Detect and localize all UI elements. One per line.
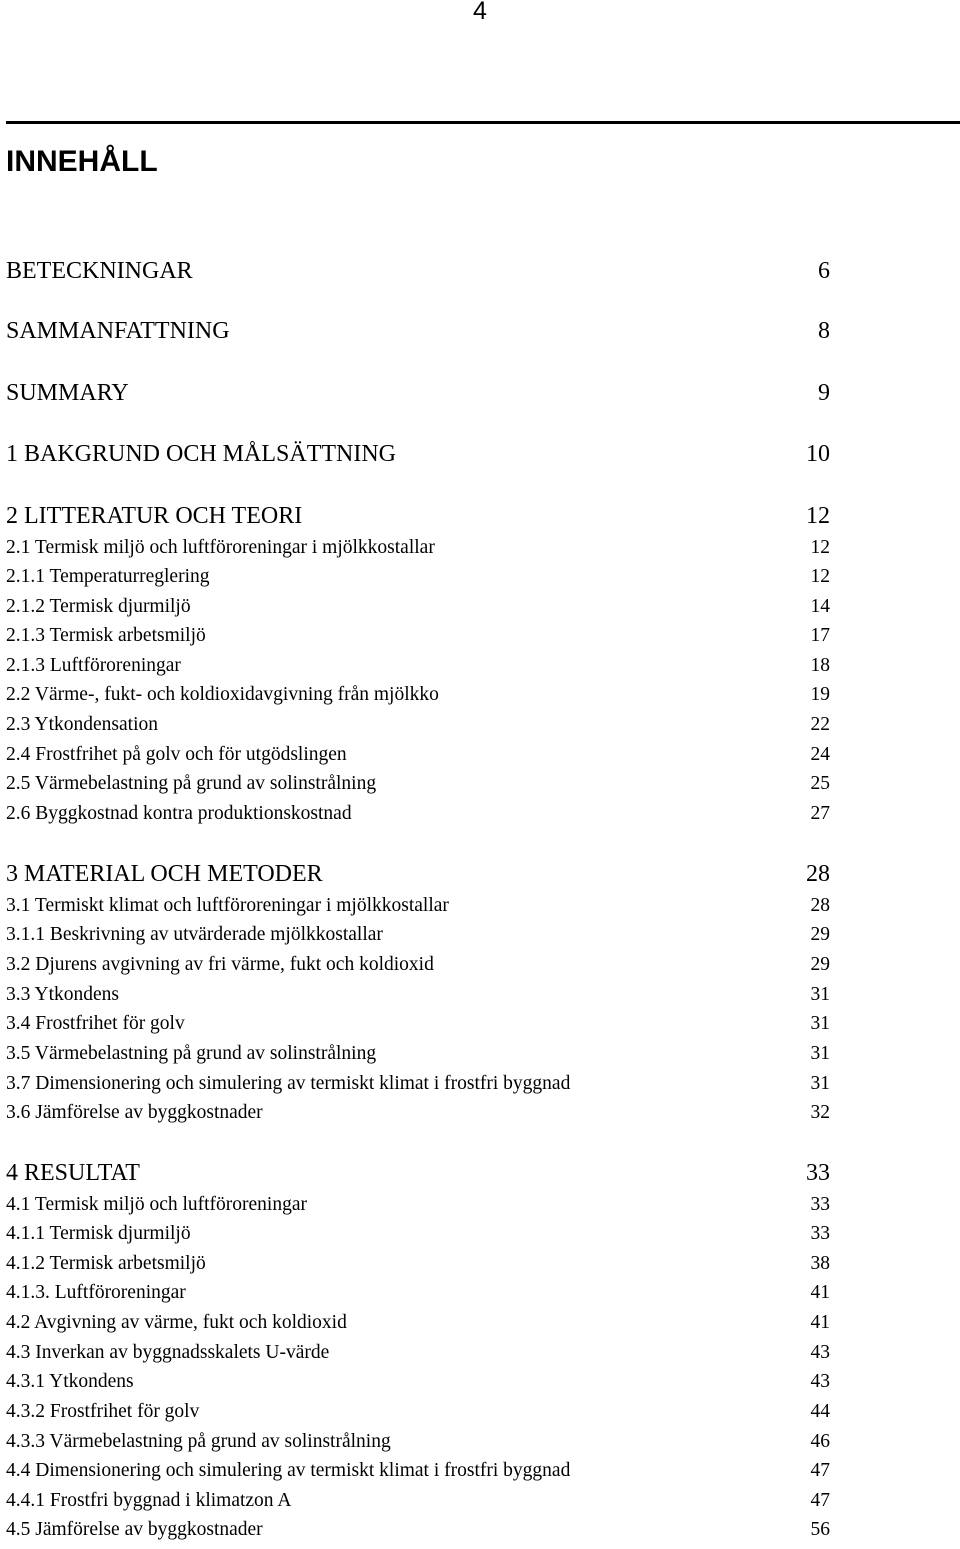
toc-entry[interactable] bbox=[6, 952, 830, 978]
page-number: 4 bbox=[473, 0, 487, 25]
toc-entry[interactable] bbox=[6, 982, 830, 1008]
toc-entry[interactable] bbox=[6, 1041, 830, 1067]
toc-entry-label: 2.1.3 Luftföroreningar bbox=[6, 655, 181, 676]
toc-entry-label: 2.1.1 Temperaturreglering bbox=[6, 566, 210, 587]
toc-entry-label: 3.6 Jämförelse av byggkostnader bbox=[6, 1102, 263, 1123]
toc-entry-page: 8 bbox=[818, 318, 830, 344]
toc-entry[interactable] bbox=[6, 378, 830, 408]
toc-entry-label: 2.4 Frostfrihet på golv och för utgödslingen bbox=[6, 744, 347, 765]
toc-entry-page: 33 bbox=[806, 1160, 830, 1186]
toc-entry-label: 3.7 Dimensionering och simulering av termiskt klimat i frostfri byggnad bbox=[6, 1073, 571, 1094]
toc-entry[interactable] bbox=[6, 771, 830, 797]
toc-entry-label: SAMMANFATTNING bbox=[6, 318, 230, 344]
toc-entry-label: 3.1.1 Beskrivning av utvärderade mjölkkostallar bbox=[6, 924, 383, 945]
toc-entry-page: 12 bbox=[810, 537, 830, 558]
toc-entry-page: 38 bbox=[810, 1253, 830, 1274]
toc-entry[interactable] bbox=[6, 1429, 830, 1455]
toc-entry-label: 2 LITTERATUR OCH TEORI bbox=[6, 503, 303, 529]
toc-entry-label: 3.4 Frostfrihet för golv bbox=[6, 1013, 185, 1034]
toc-entry-page: 31 bbox=[810, 1013, 830, 1034]
toc-entry[interactable] bbox=[6, 742, 830, 768]
toc-entry[interactable] bbox=[6, 564, 830, 590]
page-title: INNEHÅLL bbox=[6, 145, 158, 178]
toc-entry-label: BETECKNINGAR bbox=[6, 258, 193, 284]
toc-entry[interactable] bbox=[6, 893, 830, 919]
toc-entry-label: 2.6 Byggkostnad kontra produktionskostnad bbox=[6, 803, 352, 824]
toc-entry-label: SUMMARY bbox=[6, 380, 129, 406]
toc-entry-label: 3.5 Värmebelastning på grund av solinstrålning bbox=[6, 1043, 377, 1064]
toc-entry-page: 46 bbox=[810, 1431, 830, 1452]
toc-entry-label: 4.4 Dimensionering och simulering av termiskt klimat i frostfri byggnad bbox=[6, 1460, 571, 1481]
header-rule bbox=[6, 121, 960, 124]
toc-entry-page: 43 bbox=[810, 1371, 830, 1392]
toc-entry[interactable] bbox=[6, 1011, 830, 1037]
toc-entry-page: 47 bbox=[810, 1460, 830, 1481]
toc-entry-page: 33 bbox=[810, 1194, 830, 1215]
toc-entry-page: 28 bbox=[806, 861, 830, 887]
toc-entry-page: 25 bbox=[810, 773, 830, 794]
toc-entry[interactable] bbox=[6, 623, 830, 649]
toc-entry-label: 2.2 Värme-, fukt- och koldioxidavgivning från mjölkko bbox=[6, 684, 439, 705]
toc-entry-label: 3.3 Ytkondens bbox=[6, 984, 120, 1005]
toc-entry[interactable] bbox=[6, 256, 830, 286]
toc-entry[interactable] bbox=[6, 682, 830, 708]
toc-entry-label: 4.1 Termisk miljö och luftföroreningar bbox=[6, 1194, 308, 1215]
toc-entry[interactable] bbox=[6, 1458, 830, 1484]
toc-entry-label: 4.4.1 Frostfri byggnad i klimatzon A bbox=[6, 1490, 292, 1511]
toc-entry-page: 9 bbox=[818, 380, 830, 406]
toc-entry-label: 2.1 Termisk miljö och luftföroreningar i mjölkkostallar bbox=[6, 537, 435, 558]
toc-entry-label: 2.1.3 Termisk arbetsmiljö bbox=[6, 625, 206, 646]
toc-entry[interactable] bbox=[6, 1517, 830, 1543]
toc-entry[interactable] bbox=[6, 1251, 830, 1277]
toc-entry-page: 33 bbox=[810, 1223, 830, 1244]
toc-entry-label: 4.3.2 Frostfrihet för golv bbox=[6, 1401, 200, 1422]
toc-entry-label: 2.1.2 Termisk djurmiljö bbox=[6, 596, 191, 617]
toc-entry-page: 12 bbox=[810, 566, 830, 587]
toc-entry[interactable] bbox=[6, 859, 830, 889]
toc-entry[interactable] bbox=[6, 1310, 830, 1336]
toc-entry[interactable] bbox=[6, 1221, 830, 1247]
toc-entry-page: 12 bbox=[806, 503, 830, 529]
toc-entry-page: 31 bbox=[810, 984, 830, 1005]
toc-entry-label: 4.3 Inverkan av byggnadsskalets U-värde bbox=[6, 1342, 330, 1363]
toc-entry-page: 17 bbox=[810, 625, 830, 646]
toc-entry-page: 44 bbox=[810, 1401, 830, 1422]
toc-entry[interactable] bbox=[6, 712, 830, 738]
toc-entry-page: 24 bbox=[810, 744, 830, 765]
toc-entry-label: 2.3 Ytkondensation bbox=[6, 714, 159, 735]
toc-entry[interactable] bbox=[6, 501, 830, 531]
toc-entry-page: 29 bbox=[810, 924, 830, 945]
toc-entry-label: 4.1.1 Termisk djurmiljö bbox=[6, 1223, 191, 1244]
toc-entry[interactable] bbox=[6, 1158, 830, 1188]
toc-entry-label: 4.5 Jämförelse av byggkostnader bbox=[6, 1519, 263, 1540]
toc-entry[interactable] bbox=[6, 1399, 830, 1425]
toc-entry[interactable] bbox=[6, 1280, 830, 1306]
toc-entry-page: 19 bbox=[810, 684, 830, 705]
toc-entry[interactable] bbox=[6, 653, 830, 679]
toc-entry[interactable] bbox=[6, 1488, 830, 1514]
toc-entry[interactable] bbox=[6, 439, 830, 469]
toc-entry-page: 31 bbox=[810, 1043, 830, 1064]
toc-entry-label: 4.3.3 Värmebelastning på grund av solinstrålning bbox=[6, 1431, 391, 1452]
toc-entry[interactable] bbox=[6, 1369, 830, 1395]
toc-entry-page: 56 bbox=[810, 1519, 830, 1540]
toc-entry-page: 41 bbox=[810, 1312, 830, 1333]
toc-entry-page: 41 bbox=[810, 1282, 830, 1303]
toc-entry[interactable] bbox=[6, 1100, 830, 1126]
toc-entry[interactable] bbox=[6, 801, 830, 827]
toc-entry-label: 3.2 Djurens avgivning av fri värme, fukt och koldioxid bbox=[6, 954, 434, 975]
toc-entry-page: 14 bbox=[810, 596, 830, 617]
toc-entry-page: 22 bbox=[810, 714, 830, 735]
toc-entry-label: 1 BAKGRUND OCH MÅLSÄTTNING bbox=[6, 441, 396, 467]
toc-entry[interactable] bbox=[6, 922, 830, 948]
toc-entry-page: 31 bbox=[810, 1073, 830, 1094]
toc-entry-page: 29 bbox=[810, 954, 830, 975]
toc-entry-label: 2.5 Värmebelastning på grund av solinstrålning bbox=[6, 773, 377, 794]
toc-entry-page: 18 bbox=[810, 655, 830, 676]
toc-entry-label: 4.3.1 Ytkondens bbox=[6, 1371, 134, 1392]
toc-entry[interactable] bbox=[6, 535, 830, 561]
toc-entry[interactable] bbox=[6, 1071, 830, 1097]
toc-entry[interactable] bbox=[6, 594, 830, 620]
toc-entry[interactable] bbox=[6, 316, 830, 346]
toc-entry-page: 10 bbox=[806, 441, 830, 467]
toc-entry-page: 32 bbox=[810, 1102, 830, 1123]
toc-entry-page: 27 bbox=[810, 803, 830, 824]
toc-entry-label: 4.2 Avgivning av värme, fukt och koldioxid bbox=[6, 1312, 347, 1333]
toc-entry-page: 47 bbox=[810, 1490, 830, 1511]
toc-entry[interactable] bbox=[6, 1340, 830, 1366]
toc-entry-label: 4.1.2 Termisk arbetsmiljö bbox=[6, 1253, 206, 1274]
toc-entry-page: 6 bbox=[818, 258, 830, 284]
toc-entry-label: 3 MATERIAL OCH METODER bbox=[6, 861, 323, 887]
toc-entry-label: 4.1.3. Luftföroreningar bbox=[6, 1282, 186, 1303]
toc-entry-page: 43 bbox=[810, 1342, 830, 1363]
toc-entry[interactable] bbox=[6, 1192, 830, 1218]
toc-entry-page: 28 bbox=[810, 895, 830, 916]
toc-entry-label: 4 RESULTAT bbox=[6, 1160, 140, 1186]
toc-entry-label: 3.1 Termiskt klimat och luftföroreningar i mjölkkostallar bbox=[6, 895, 449, 916]
